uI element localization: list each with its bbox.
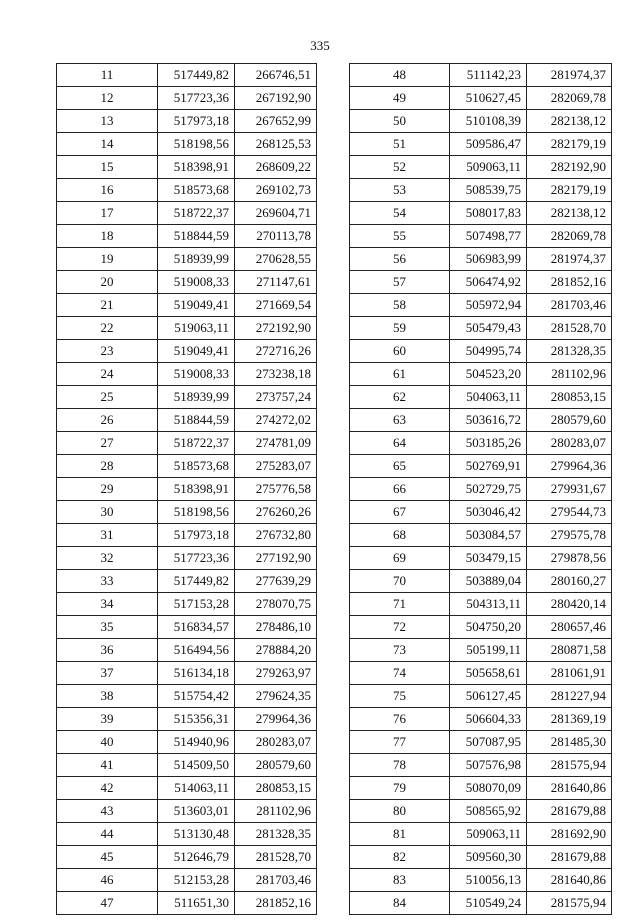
y-coordinate-cell: 273757,24 — [235, 386, 317, 409]
x-coordinate-cell: 510549,24 — [450, 892, 527, 915]
table-row — [350, 386, 612, 409]
point-number-cell: 37 — [57, 662, 158, 685]
point-number-cell: 40 — [57, 731, 158, 754]
point-number-cell: 17 — [57, 202, 158, 225]
point-number-cell: 21 — [57, 294, 158, 317]
point-number-cell: 45 — [57, 846, 158, 869]
table-row — [57, 639, 317, 662]
table-row — [350, 731, 612, 754]
table-row — [350, 110, 612, 133]
point-number-cell: 68 — [350, 524, 450, 547]
y-coordinate-cell: 280420,14 — [527, 593, 612, 616]
table-row — [57, 892, 317, 915]
x-coordinate-cell: 513603,01 — [158, 800, 235, 823]
table-row — [57, 202, 317, 225]
table-row — [350, 202, 612, 225]
point-number-cell: 56 — [350, 248, 450, 271]
y-coordinate-cell: 282138,12 — [527, 110, 612, 133]
point-number-cell: 36 — [57, 639, 158, 662]
table-row — [350, 87, 612, 110]
point-number-cell: 55 — [350, 225, 450, 248]
y-coordinate-cell: 269102,73 — [235, 179, 317, 202]
y-coordinate-cell: 281528,70 — [235, 846, 317, 869]
x-coordinate-cell: 517973,18 — [158, 110, 235, 133]
y-coordinate-cell: 279575,78 — [527, 524, 612, 547]
x-coordinate-cell: 514940,96 — [158, 731, 235, 754]
point-number-cell: 51 — [350, 133, 450, 156]
x-coordinate-cell: 519049,41 — [158, 294, 235, 317]
table-row — [350, 271, 612, 294]
table-row — [350, 846, 612, 869]
point-number-cell: 35 — [57, 616, 158, 639]
y-coordinate-cell: 271147,61 — [235, 271, 317, 294]
y-coordinate-cell: 279964,36 — [527, 455, 612, 478]
y-coordinate-cell: 281703,46 — [527, 294, 612, 317]
point-number-cell: 24 — [57, 363, 158, 386]
y-coordinate-cell: 281852,16 — [235, 892, 317, 915]
y-coordinate-cell: 281640,86 — [527, 777, 612, 800]
point-number-cell: 65 — [350, 455, 450, 478]
y-coordinate-cell: 280657,46 — [527, 616, 612, 639]
y-coordinate-cell: 282192,90 — [527, 156, 612, 179]
x-coordinate-cell: 518398,91 — [158, 156, 235, 179]
table-row — [350, 524, 612, 547]
x-coordinate-cell: 505658,61 — [450, 662, 527, 685]
point-number-cell: 52 — [350, 156, 450, 179]
point-number-cell: 63 — [350, 409, 450, 432]
y-coordinate-cell: 280579,60 — [527, 409, 612, 432]
x-coordinate-cell: 518844,59 — [158, 409, 235, 432]
table-row — [57, 455, 317, 478]
point-number-cell: 29 — [57, 478, 158, 501]
y-coordinate-cell: 280853,15 — [527, 386, 612, 409]
table-row — [350, 892, 612, 915]
x-coordinate-cell: 503084,57 — [450, 524, 527, 547]
x-coordinate-cell: 509063,11 — [450, 823, 527, 846]
table-row — [57, 593, 317, 616]
y-coordinate-cell: 280853,15 — [235, 777, 317, 800]
point-number-cell: 18 — [57, 225, 158, 248]
y-coordinate-cell: 275283,07 — [235, 455, 317, 478]
point-number-cell: 82 — [350, 846, 450, 869]
y-coordinate-cell: 280283,07 — [527, 432, 612, 455]
y-coordinate-cell: 281102,96 — [235, 800, 317, 823]
y-coordinate-cell: 268609,22 — [235, 156, 317, 179]
point-number-cell: 46 — [57, 869, 158, 892]
x-coordinate-cell: 507576,98 — [450, 754, 527, 777]
y-coordinate-cell: 281227,94 — [527, 685, 612, 708]
x-coordinate-cell: 515356,31 — [158, 708, 235, 731]
y-coordinate-cell: 267652,99 — [235, 110, 317, 133]
x-coordinate-cell: 519049,41 — [158, 340, 235, 363]
x-coordinate-cell: 510108,39 — [450, 110, 527, 133]
x-coordinate-cell: 503889,04 — [450, 570, 527, 593]
x-coordinate-cell: 508017,83 — [450, 202, 527, 225]
point-number-cell: 58 — [350, 294, 450, 317]
table-row — [350, 708, 612, 731]
y-coordinate-cell: 281703,46 — [235, 869, 317, 892]
x-coordinate-cell: 512646,79 — [158, 846, 235, 869]
point-number-cell: 64 — [350, 432, 450, 455]
x-coordinate-cell: 518722,37 — [158, 432, 235, 455]
y-coordinate-cell: 281679,88 — [527, 846, 612, 869]
x-coordinate-cell: 502769,91 — [450, 455, 527, 478]
x-coordinate-cell: 507498,77 — [450, 225, 527, 248]
point-number-cell: 15 — [57, 156, 158, 179]
y-coordinate-cell: 279878,56 — [527, 547, 612, 570]
table-row — [350, 754, 612, 777]
table-row — [350, 248, 612, 271]
x-coordinate-cell: 518844,59 — [158, 225, 235, 248]
point-number-cell: 31 — [57, 524, 158, 547]
y-coordinate-cell: 269604,71 — [235, 202, 317, 225]
table-row — [350, 133, 612, 156]
point-number-cell: 33 — [57, 570, 158, 593]
table-row — [57, 133, 317, 156]
x-coordinate-cell: 517723,36 — [158, 547, 235, 570]
table-row — [350, 363, 612, 386]
x-coordinate-cell: 517153,28 — [158, 593, 235, 616]
table-row — [57, 685, 317, 708]
x-coordinate-cell: 506983,99 — [450, 248, 527, 271]
y-coordinate-cell: 270628,55 — [235, 248, 317, 271]
table-row — [57, 800, 317, 823]
table-row — [57, 570, 317, 593]
x-coordinate-cell: 505479,43 — [450, 317, 527, 340]
y-coordinate-cell: 270113,78 — [235, 225, 317, 248]
table-row — [57, 110, 317, 133]
y-coordinate-cell: 274272,02 — [235, 409, 317, 432]
y-coordinate-cell: 276732,80 — [235, 524, 317, 547]
table-row — [350, 317, 612, 340]
coordinates-table-left — [56, 63, 317, 915]
y-coordinate-cell: 281575,94 — [527, 754, 612, 777]
y-coordinate-cell: 271669,54 — [235, 294, 317, 317]
y-coordinate-cell: 268125,53 — [235, 133, 317, 156]
table-row — [350, 800, 612, 823]
y-coordinate-cell: 272716,26 — [235, 340, 317, 363]
point-number-cell: 78 — [350, 754, 450, 777]
x-coordinate-cell: 515754,42 — [158, 685, 235, 708]
y-coordinate-cell: 278070,75 — [235, 593, 317, 616]
y-coordinate-cell: 282069,78 — [527, 87, 612, 110]
point-number-cell: 11 — [57, 64, 158, 87]
table-row — [57, 547, 317, 570]
x-coordinate-cell: 510627,45 — [450, 87, 527, 110]
point-number-cell: 41 — [57, 754, 158, 777]
y-coordinate-cell: 279263,97 — [235, 662, 317, 685]
y-coordinate-cell: 282138,12 — [527, 202, 612, 225]
table-row — [57, 363, 317, 386]
y-coordinate-cell: 279964,36 — [235, 708, 317, 731]
table-row — [350, 570, 612, 593]
table-row — [350, 869, 612, 892]
x-coordinate-cell: 511651,30 — [158, 892, 235, 915]
table-row — [57, 225, 317, 248]
x-coordinate-cell: 516134,18 — [158, 662, 235, 685]
table-row — [57, 616, 317, 639]
x-coordinate-cell: 518398,91 — [158, 478, 235, 501]
table-row — [350, 685, 612, 708]
table-row — [350, 547, 612, 570]
y-coordinate-cell: 278884,20 — [235, 639, 317, 662]
table-row — [57, 87, 317, 110]
y-coordinate-cell: 277192,90 — [235, 547, 317, 570]
y-coordinate-cell: 281328,35 — [235, 823, 317, 846]
point-number-cell: 20 — [57, 271, 158, 294]
point-number-cell: 66 — [350, 478, 450, 501]
point-number-cell: 27 — [57, 432, 158, 455]
point-number-cell: 53 — [350, 179, 450, 202]
x-coordinate-cell: 509063,11 — [450, 156, 527, 179]
table-row — [350, 662, 612, 685]
table-row — [350, 340, 612, 363]
table-row — [57, 294, 317, 317]
table-row — [57, 662, 317, 685]
x-coordinate-cell: 503479,15 — [450, 547, 527, 570]
x-coordinate-cell: 518939,99 — [158, 248, 235, 271]
y-coordinate-cell: 281692,90 — [527, 823, 612, 846]
y-coordinate-cell: 280283,07 — [235, 731, 317, 754]
point-number-cell: 12 — [57, 87, 158, 110]
y-coordinate-cell: 281575,94 — [527, 892, 612, 915]
coordinates-table-right — [349, 63, 612, 915]
x-coordinate-cell: 507087,95 — [450, 731, 527, 754]
table-row — [57, 271, 317, 294]
point-number-cell: 77 — [350, 731, 450, 754]
point-number-cell: 44 — [57, 823, 158, 846]
table-row — [57, 317, 317, 340]
table-row — [57, 386, 317, 409]
x-coordinate-cell: 509586,47 — [450, 133, 527, 156]
table-row — [350, 156, 612, 179]
point-number-cell: 25 — [57, 386, 158, 409]
x-coordinate-cell: 514063,11 — [158, 777, 235, 800]
x-coordinate-cell: 511142,23 — [450, 64, 527, 87]
x-coordinate-cell: 505972,94 — [450, 294, 527, 317]
point-number-cell: 57 — [350, 271, 450, 294]
y-coordinate-cell: 280160,27 — [527, 570, 612, 593]
x-coordinate-cell: 508070,09 — [450, 777, 527, 800]
y-coordinate-cell: 277639,29 — [235, 570, 317, 593]
y-coordinate-cell: 280579,60 — [235, 754, 317, 777]
table-row — [350, 64, 612, 87]
table-row — [57, 846, 317, 869]
y-coordinate-cell: 282069,78 — [527, 225, 612, 248]
point-number-cell: 47 — [57, 892, 158, 915]
x-coordinate-cell: 518722,37 — [158, 202, 235, 225]
table-row — [350, 179, 612, 202]
table-row — [57, 156, 317, 179]
table-row — [57, 731, 317, 754]
point-number-cell: 54 — [350, 202, 450, 225]
y-coordinate-cell: 281640,86 — [527, 869, 612, 892]
y-coordinate-cell: 281328,35 — [527, 340, 612, 363]
x-coordinate-cell: 508539,75 — [450, 179, 527, 202]
table-row — [57, 501, 317, 524]
y-coordinate-cell: 266746,51 — [235, 64, 317, 87]
point-number-cell: 16 — [57, 179, 158, 202]
point-number-cell: 13 — [57, 110, 158, 133]
point-number-cell: 73 — [350, 639, 450, 662]
x-coordinate-cell: 504063,11 — [450, 386, 527, 409]
table-row — [350, 639, 612, 662]
table-row — [57, 478, 317, 501]
x-coordinate-cell: 503616,72 — [450, 409, 527, 432]
x-coordinate-cell: 502729,75 — [450, 478, 527, 501]
point-number-cell: 60 — [350, 340, 450, 363]
y-coordinate-cell: 267192,90 — [235, 87, 317, 110]
point-number-cell: 83 — [350, 869, 450, 892]
point-number-cell: 38 — [57, 685, 158, 708]
y-coordinate-cell: 281369,19 — [527, 708, 612, 731]
table-row — [350, 777, 612, 800]
y-coordinate-cell: 272192,90 — [235, 317, 317, 340]
table-row — [57, 248, 317, 271]
point-number-cell: 69 — [350, 547, 450, 570]
table-row — [350, 501, 612, 524]
x-coordinate-cell: 504313,11 — [450, 593, 527, 616]
point-number-cell: 76 — [350, 708, 450, 731]
x-coordinate-cell: 506474,92 — [450, 271, 527, 294]
x-coordinate-cell: 518573,68 — [158, 455, 235, 478]
table-row — [350, 823, 612, 846]
table-row — [57, 340, 317, 363]
table-row — [350, 593, 612, 616]
table-row — [350, 478, 612, 501]
y-coordinate-cell: 275776,58 — [235, 478, 317, 501]
point-number-cell: 80 — [350, 800, 450, 823]
point-number-cell: 84 — [350, 892, 450, 915]
table-row — [57, 432, 317, 455]
page-number: 335 — [310, 38, 330, 53]
point-number-cell: 39 — [57, 708, 158, 731]
y-coordinate-cell: 279931,67 — [527, 478, 612, 501]
y-coordinate-cell: 282179,19 — [527, 179, 612, 202]
x-coordinate-cell: 505199,11 — [450, 639, 527, 662]
x-coordinate-cell: 519008,33 — [158, 363, 235, 386]
x-coordinate-cell: 509560,30 — [450, 846, 527, 869]
table-row — [350, 432, 612, 455]
point-number-cell: 32 — [57, 547, 158, 570]
point-number-cell: 74 — [350, 662, 450, 685]
table-row — [350, 225, 612, 248]
y-coordinate-cell: 281102,96 — [527, 363, 612, 386]
table-row — [350, 616, 612, 639]
y-coordinate-cell: 279544,73 — [527, 501, 612, 524]
table-row — [57, 823, 317, 846]
x-coordinate-cell: 517973,18 — [158, 524, 235, 547]
point-number-cell: 70 — [350, 570, 450, 593]
point-number-cell: 42 — [57, 777, 158, 800]
point-number-cell: 48 — [350, 64, 450, 87]
point-number-cell: 59 — [350, 317, 450, 340]
x-coordinate-cell: 506127,45 — [450, 685, 527, 708]
point-number-cell: 62 — [350, 386, 450, 409]
table-row — [350, 455, 612, 478]
y-coordinate-cell: 273238,18 — [235, 363, 317, 386]
y-coordinate-cell: 281974,37 — [527, 248, 612, 271]
point-number-cell: 23 — [57, 340, 158, 363]
point-number-cell: 30 — [57, 501, 158, 524]
x-coordinate-cell: 503185,26 — [450, 432, 527, 455]
point-number-cell: 26 — [57, 409, 158, 432]
x-coordinate-cell: 504523,20 — [450, 363, 527, 386]
point-number-cell: 34 — [57, 593, 158, 616]
y-coordinate-cell: 282179,19 — [527, 133, 612, 156]
table-row — [57, 524, 317, 547]
y-coordinate-cell: 281974,37 — [527, 64, 612, 87]
x-coordinate-cell: 514509,50 — [158, 754, 235, 777]
point-number-cell: 75 — [350, 685, 450, 708]
x-coordinate-cell: 504995,74 — [450, 340, 527, 363]
y-coordinate-cell: 281485,30 — [527, 731, 612, 754]
point-number-cell: 22 — [57, 317, 158, 340]
x-coordinate-cell: 517449,82 — [158, 570, 235, 593]
y-coordinate-cell: 281852,16 — [527, 271, 612, 294]
x-coordinate-cell: 518198,56 — [158, 501, 235, 524]
x-coordinate-cell: 516834,57 — [158, 616, 235, 639]
y-coordinate-cell: 281528,70 — [527, 317, 612, 340]
x-coordinate-cell: 518198,56 — [158, 133, 235, 156]
point-number-cell: 72 — [350, 616, 450, 639]
x-coordinate-cell: 517449,82 — [158, 64, 235, 87]
point-number-cell: 43 — [57, 800, 158, 823]
x-coordinate-cell: 516494,56 — [158, 639, 235, 662]
point-number-cell: 71 — [350, 593, 450, 616]
point-number-cell: 19 — [57, 248, 158, 271]
x-coordinate-cell: 503046,42 — [450, 501, 527, 524]
point-number-cell: 49 — [350, 87, 450, 110]
x-coordinate-cell: 513130,48 — [158, 823, 235, 846]
table-row — [57, 777, 317, 800]
point-number-cell: 50 — [350, 110, 450, 133]
point-number-cell: 79 — [350, 777, 450, 800]
y-coordinate-cell: 281061,91 — [527, 662, 612, 685]
table-row — [57, 64, 317, 87]
y-coordinate-cell: 274781,09 — [235, 432, 317, 455]
point-number-cell: 67 — [350, 501, 450, 524]
x-coordinate-cell: 518573,68 — [158, 179, 235, 202]
x-coordinate-cell: 519063,11 — [158, 317, 235, 340]
x-coordinate-cell: 504750,20 — [450, 616, 527, 639]
table-row — [350, 409, 612, 432]
x-coordinate-cell: 506604,33 — [450, 708, 527, 731]
table-row — [57, 869, 317, 892]
table-row — [350, 294, 612, 317]
y-coordinate-cell: 276260,26 — [235, 501, 317, 524]
y-coordinate-cell: 280871,58 — [527, 639, 612, 662]
table-row — [57, 754, 317, 777]
x-coordinate-cell: 512153,28 — [158, 869, 235, 892]
x-coordinate-cell: 510056,13 — [450, 869, 527, 892]
table-row — [57, 409, 317, 432]
table-row — [57, 708, 317, 731]
point-number-cell: 61 — [350, 363, 450, 386]
x-coordinate-cell: 508565,92 — [450, 800, 527, 823]
point-number-cell: 14 — [57, 133, 158, 156]
y-coordinate-cell: 279624,35 — [235, 685, 317, 708]
x-coordinate-cell: 517723,36 — [158, 87, 235, 110]
point-number-cell: 28 — [57, 455, 158, 478]
y-coordinate-cell: 278486,10 — [235, 616, 317, 639]
x-coordinate-cell: 519008,33 — [158, 271, 235, 294]
point-number-cell: 81 — [350, 823, 450, 846]
y-coordinate-cell: 281679,88 — [527, 800, 612, 823]
table-row — [57, 179, 317, 202]
x-coordinate-cell: 518939,99 — [158, 386, 235, 409]
